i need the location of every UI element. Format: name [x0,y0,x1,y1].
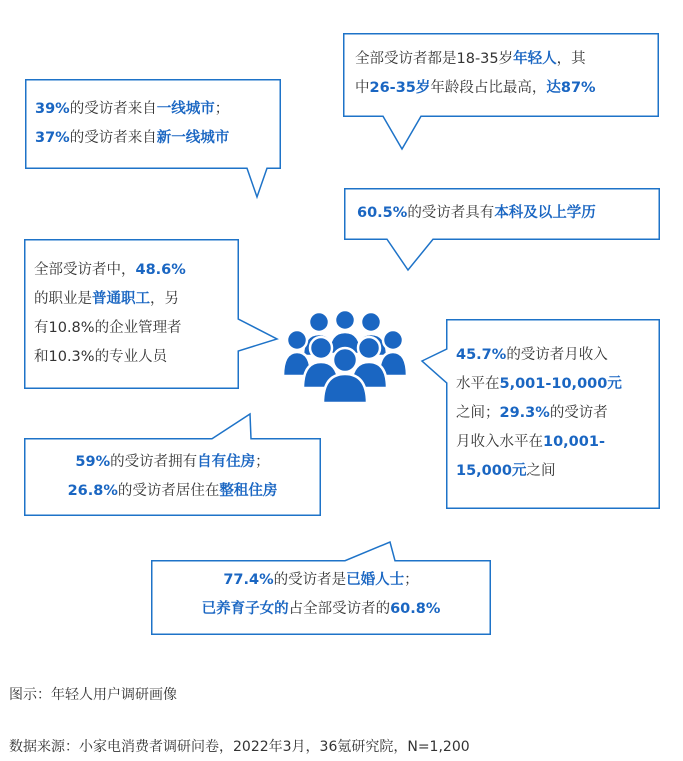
body-text: 的受访者月收入 [506,347,608,363]
bubble-job-text [34,256,186,372]
body-text: 的受访者具有 [407,205,495,221]
bubble-line [24,477,321,506]
highlight-text: 60.5% [357,205,408,221]
body-text: 的受访者来自 [69,130,157,146]
bubble-income [420,319,660,509]
bubble-age-text [355,45,596,103]
bubble-marriage-text [151,566,491,624]
bubble-line [355,74,596,103]
highlight-text: 37% [35,130,70,146]
highlight-text: 10,001- [543,434,605,450]
body-text: ； [404,572,419,588]
bubble-line [34,285,186,314]
body-text: 之间； [456,405,500,421]
bubble-line [456,370,622,399]
bubble-income-text [456,341,622,486]
bubble-line [456,341,622,370]
body-text: ，其 [556,51,586,67]
highlight-text: 已婚人士 [346,572,405,588]
body-text: ； [255,454,270,470]
source-caption: 数据来源：小家电消费者调研问卷，2022年3月，36氪研究院，N=1,200 [9,739,470,755]
bubble-education-text [357,199,596,228]
bubble-line [151,595,491,624]
body-text: 之间 [526,463,556,479]
bubble-line [456,399,622,428]
bubble-marriage [151,540,491,635]
bubble-housing-text [24,448,321,506]
highlight-text: 一线城市 [156,101,215,117]
highlight-text: 新一线城市 [156,130,230,146]
highlight-text: 整租住房 [219,483,278,499]
figure-caption: 图示：年轻人用户调研画像 [9,687,177,703]
bubble-line [34,256,186,285]
bubble-line [35,124,229,153]
bubble-line [456,428,622,457]
bubble-line [151,566,491,595]
body-text: 有10.8%的企业管理者 [34,320,182,336]
body-text: 全部受访者都是18-35岁 [355,51,514,67]
bubble-line [355,45,596,74]
bubble-line [456,457,622,486]
bubble-cities [25,79,281,199]
body-text: ； [214,101,230,117]
body-text: 的受访者来自 [69,101,157,117]
highlight-text: 26-35岁 [369,80,431,96]
people-group-icon [283,304,407,404]
bubble-line [34,314,186,343]
highlight-text: 本科及以上学历 [494,205,596,221]
body-text: 占全部受访者的 [288,601,391,617]
highlight-text: 45.7% [456,347,507,363]
highlight-text: 39% [35,101,70,117]
highlight-text: 60.8% [390,601,441,617]
highlight-text: 已养育子女的 [201,601,289,617]
body-text: 中 [355,80,370,96]
bubble-line [35,95,229,124]
highlight-text: 15,000元 [456,463,527,479]
bubble-housing [24,412,321,516]
highlight-text: 达87% [546,80,596,96]
highlight-text: 5,001-10,000元 [499,376,622,392]
body-text: 全部受访者中， [34,262,136,278]
highlight-text: 48.6% [135,262,186,278]
body-text: 的受访者 [549,405,608,421]
bubble-job [24,239,280,389]
body-text: 年龄段占比最高， [430,80,547,96]
highlight-text: 29.3% [499,405,550,421]
bubble-education [344,188,660,272]
body-text: 的受访者是 [273,572,347,588]
body-text: 的受访者拥有 [110,454,198,470]
bubble-age [343,33,659,151]
body-text: 水平在 [456,376,500,392]
body-text: 的职业是 [34,291,92,307]
body-text: 月收入水平在 [456,434,543,450]
bubble-line [24,448,321,477]
highlight-text: 年轻人 [513,51,557,67]
body-text: ，另 [150,291,179,307]
highlight-text: 77.4% [223,572,274,588]
highlight-text: 普通职工 [92,291,150,307]
bubble-cities-text [35,95,229,153]
highlight-text: 26.8% [67,483,118,499]
bubble-line [357,199,596,228]
body-text: 的受访者居住在 [117,483,220,499]
body-text: 和10.3%的专业人员 [34,349,168,365]
highlight-text: 自有住房 [197,454,256,470]
highlight-text: 59% [75,454,111,470]
bubble-line [34,343,186,372]
